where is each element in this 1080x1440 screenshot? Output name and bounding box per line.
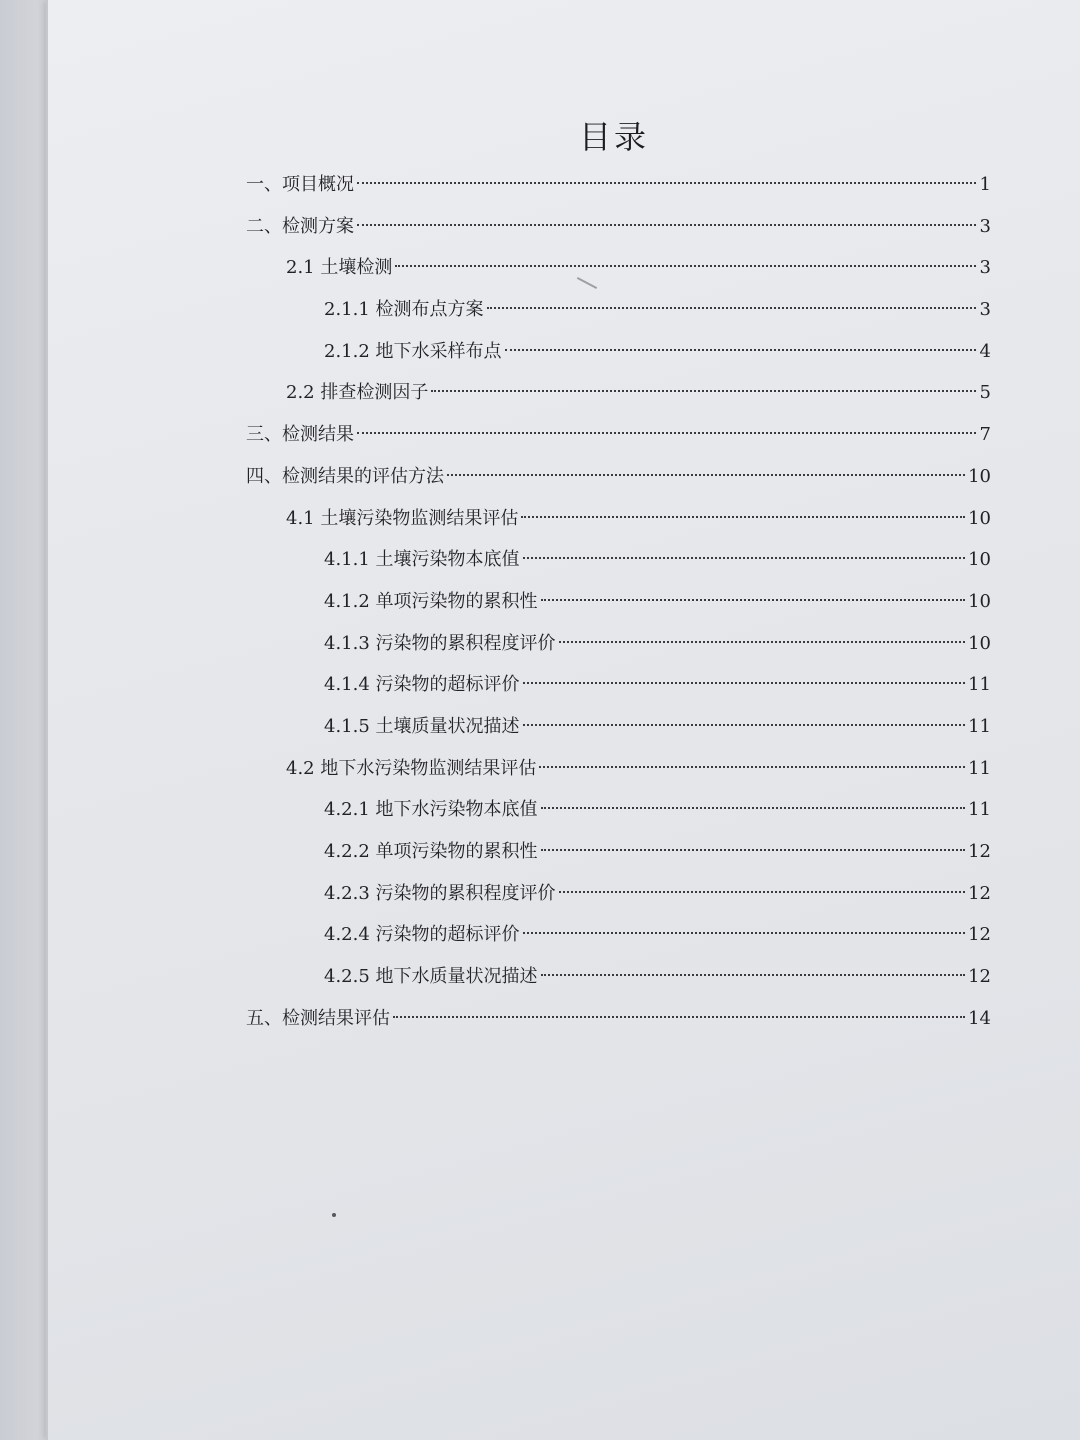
- dot-leader: [447, 474, 965, 476]
- toc-page-number: 11: [968, 799, 991, 821]
- toc-entry: [246, 664, 991, 706]
- toc-title: 目录: [578, 118, 649, 156]
- toc-entry: [246, 498, 991, 540]
- toc-entry-label: 4.2.3 污染物的累积程度评价: [324, 882, 556, 904]
- toc-page-number: 3: [979, 257, 991, 279]
- toc-entry-label: 四、检测结果的评估方法: [246, 465, 444, 487]
- dot-leader: [541, 599, 966, 601]
- toc-page-number: 10: [968, 507, 991, 529]
- toc-entry-label: 4.1.3 污染物的累积程度评价: [324, 632, 556, 654]
- dot-leader: [521, 516, 965, 518]
- toc-entry-label: 二、检测方案: [246, 215, 354, 237]
- toc-entry-label: 4.1 土壤污染物监测结果评估: [286, 507, 519, 529]
- dot-leader: [541, 849, 966, 851]
- toc-entry-label: 五、检测结果评估: [246, 1007, 390, 1029]
- dot-leader: [393, 1016, 965, 1018]
- toc-page-number: 10: [968, 632, 991, 654]
- toc-entry: [246, 956, 991, 998]
- toc-page-number: 10: [968, 549, 991, 571]
- toc-page-number: 12: [968, 966, 991, 988]
- dot-leader: [357, 432, 976, 434]
- toc-entry-label: 4.2.1 地下水污染物本底值: [324, 799, 538, 821]
- toc-entry: [246, 914, 991, 956]
- toc-entry: [246, 414, 991, 456]
- toc-page-number: 12: [968, 924, 991, 946]
- dot-leader: [559, 641, 966, 643]
- dot-leader: [523, 724, 966, 726]
- toc-page-number: 11: [968, 674, 991, 696]
- dot-leader: [523, 932, 966, 934]
- toc-entry: [246, 998, 991, 1040]
- toc-page-number: 10: [968, 590, 991, 612]
- toc-entry: [246, 873, 991, 915]
- toc-entry-label: 4.1.1 土壤污染物本底值: [324, 549, 520, 571]
- dot-leader: [559, 891, 966, 893]
- toc-page-number: 11: [968, 715, 991, 737]
- table-of-contents: [246, 164, 991, 1039]
- dot-leader: [357, 224, 976, 226]
- toc-entry: [246, 289, 991, 331]
- toc-entry-label: 2.1.1 检测布点方案: [324, 299, 484, 321]
- page-edge: [46, 0, 48, 1440]
- toc-page-number: 5: [979, 382, 991, 404]
- toc-page-number: 7: [979, 424, 991, 446]
- toc-entry-label: 2.1.2 地下水采样布点: [324, 340, 502, 362]
- toc-entry: [246, 623, 991, 665]
- toc-entry-label: 4.2 地下水污染物监测结果评估: [286, 757, 537, 779]
- dot-leader: [505, 349, 976, 351]
- toc-page-number: 1: [979, 174, 991, 195]
- toc-page-number: 11: [968, 757, 991, 779]
- dot-leader: [523, 682, 966, 684]
- dot-leader: [541, 807, 966, 809]
- ink-dot: [332, 1213, 336, 1217]
- toc-entry: [246, 539, 991, 581]
- dot-leader: [523, 557, 966, 559]
- toc-entry: [246, 164, 991, 206]
- dot-leader: [541, 974, 966, 976]
- toc-entry: [246, 789, 991, 831]
- toc-entry: [246, 706, 991, 748]
- toc-entry: [246, 831, 991, 873]
- toc-entry-label: 4.1.4 污染物的超标评价: [324, 674, 520, 696]
- toc-entry-label: 2.1 土壤检测: [286, 257, 393, 279]
- dot-leader: [357, 182, 976, 184]
- toc-entry: [246, 331, 991, 373]
- toc-entry-label: 4.2.5 地下水质量状况描述: [324, 966, 538, 988]
- toc-entry: [246, 748, 991, 790]
- toc-entry-label: 4.2.4 污染物的超标评价: [324, 924, 520, 946]
- toc-entry: [246, 456, 991, 498]
- toc-entry-label: 一、项目概况: [246, 174, 354, 195]
- dot-leader: [395, 265, 976, 267]
- toc-entry: [246, 247, 991, 289]
- toc-entry-label: 4.1.5 土壤质量状况描述: [324, 715, 520, 737]
- dot-leader: [539, 766, 965, 768]
- toc-entry-label: 4.1.2 单项污染物的累积性: [324, 590, 538, 612]
- toc-entry-label: 2.2 排查检测因子: [286, 382, 429, 404]
- toc-entry-label: 4.2.2 单项污染物的累积性: [324, 841, 538, 862]
- toc-entry-label: 三、检测结果: [246, 424, 354, 446]
- toc-page-number: 14: [968, 1007, 991, 1029]
- toc-page-number: 12: [968, 882, 991, 904]
- toc-page-number: 3: [979, 215, 991, 237]
- toc-page-number: 3: [979, 299, 991, 321]
- toc-entry: [246, 372, 991, 414]
- toc-entry: [246, 206, 991, 248]
- toc-entry: [246, 581, 991, 623]
- dot-leader: [487, 307, 976, 309]
- document-page: [46, 0, 1080, 1440]
- toc-page-number: 12: [968, 841, 991, 862]
- toc-page-number: 10: [968, 465, 991, 487]
- dot-leader: [431, 390, 976, 392]
- toc-page-number: 4: [979, 340, 991, 362]
